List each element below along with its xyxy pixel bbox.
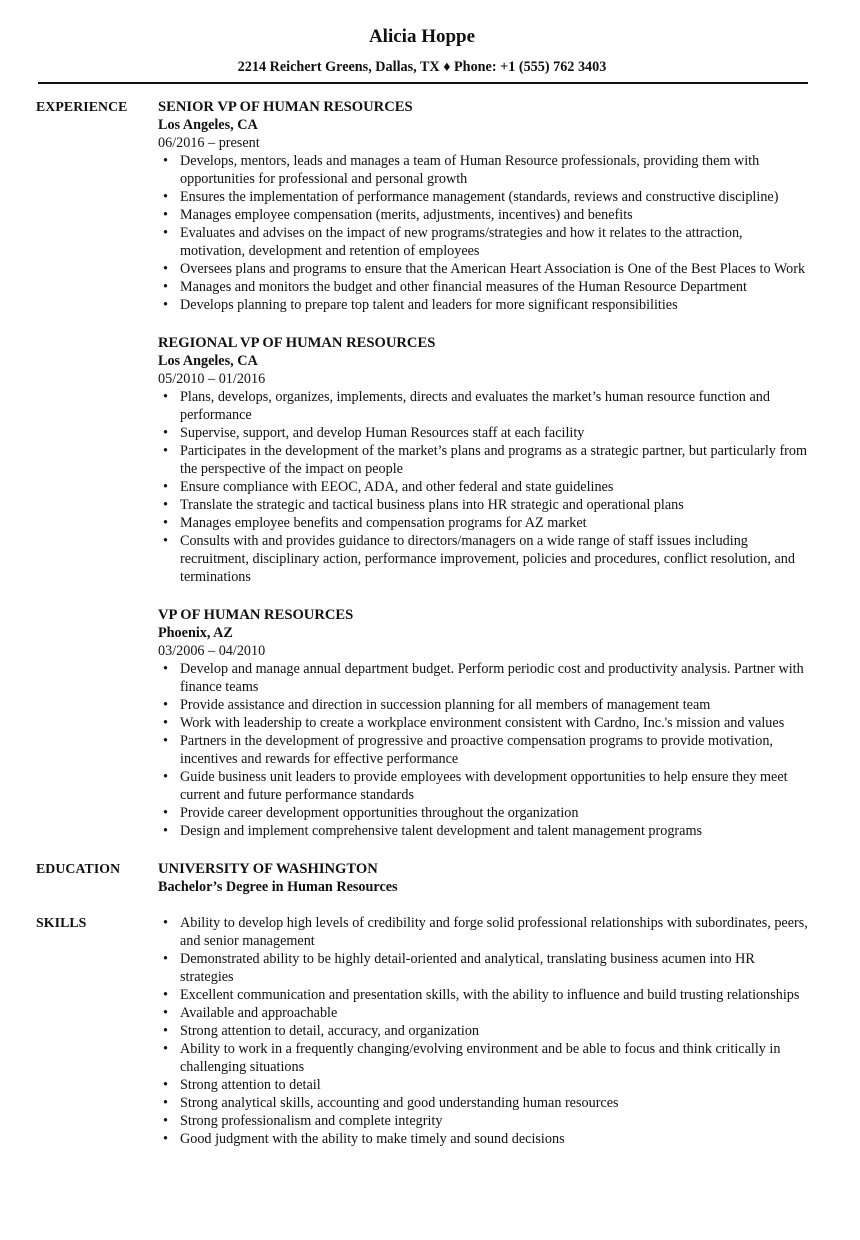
responsibility-item: • Design and implement comprehensive talent development and talent management programs <box>158 822 808 840</box>
skills-section <box>36 914 808 1148</box>
responsibility-item: • Evaluates and advises on the impact of new programs/strategies and how it relates to the attraction, motivation, development and retention of employees <box>158 224 808 260</box>
responsibility-item: • Provide assistance and direction in succession planning for all members of management team <box>158 696 808 714</box>
contact-line: 2214 Reichert Greens, Dallas, TX ♦ Phone: +1 (555) 762 3403 <box>237 59 607 75</box>
responsibility-item: • Oversees plans and programs to ensure that the American Heart Association is One of the Best Places to Work <box>158 260 808 278</box>
responsibility-item: • Develop and manage annual department budget. Perform periodic cost and productivity analysis. Partner with finance teams <box>158 660 808 696</box>
experience-section <box>36 98 808 840</box>
job-title: SENIOR VP OF HUMAN RESOURCES <box>158 99 413 115</box>
responsibility-item: • Consults with and provides guidance to directors/managers on a wide range of staff issues including recruitment, disciplinary action, performance improvement, policies and procedures, conflict resolution, and terminations <box>158 532 808 586</box>
school-name: UNIVERSITY OF WASHINGTON <box>158 861 378 877</box>
job-responsibilities <box>158 152 808 314</box>
job-title: VP OF HUMAN RESOURCES <box>158 607 354 623</box>
candidate-name: Alicia Hoppe <box>368 26 476 47</box>
skill-item: • Strong professionalism and complete integrity <box>158 1112 808 1130</box>
skill-item: • Ability to develop high levels of credibility and forge solid professional relationships with subordinates, peers, and senior management <box>158 914 808 950</box>
responsibility-item: • Manages and monitors the budget and other financial measures of the Human Resource Department <box>158 278 808 296</box>
responsibility-item: • Develops, mentors, leads and manages a team of Human Resource professionals, providing them with opportunities for professional and personal growth <box>158 152 808 188</box>
job-title: REGIONAL VP OF HUMAN RESOURCES <box>158 335 436 351</box>
job-entry <box>158 98 808 314</box>
responsibility-item: • Ensure compliance with EEOC, ADA, and other federal and state guidelines <box>158 478 808 496</box>
section-label-experience: EXPERIENCE <box>36 99 128 114</box>
responsibility-item: • Translate the strategic and tactical business plans into HR strategic and operational plans <box>158 496 808 514</box>
job-entry <box>158 334 808 586</box>
responsibility-item: • Manages employee benefits and compensation programs for AZ market <box>158 514 808 532</box>
job-location: Los Angeles, CA <box>158 353 258 369</box>
responsibility-item: • Guide business unit leaders to provide employees with development opportunities to help ensure they meet current and future performance standards <box>158 768 808 804</box>
job-dates: 03/2006 – 04/2010 <box>158 643 266 659</box>
responsibility-item: • Supervise, support, and develop Human Resources staff at each facility <box>158 424 808 442</box>
responsibility-item: • Ensures the implementation of performance management (standards, reviews and constructive discipline) <box>158 188 808 206</box>
skill-item: • Strong attention to detail, accuracy, and organization <box>158 1022 808 1040</box>
responsibility-item: • Participates in the development of the market’s plans and programs as a strategic partner, but particularly from the perspective of the impact on people <box>158 442 808 478</box>
degree: Bachelor’s Degree in Human Resources <box>158 879 398 895</box>
skill-item: • Strong attention to detail <box>158 1076 808 1094</box>
skill-item: • Demonstrated ability to be highly detail-oriented and analytical, translating business acumen into HR strategies <box>158 950 808 986</box>
job-entry <box>158 606 808 840</box>
skill-item: • Good judgment with the ability to make timely and sound decisions <box>158 1130 808 1148</box>
responsibility-item: • Manages employee compensation (merits, adjustments, incentives) and benefits <box>158 206 808 224</box>
header-divider <box>38 82 808 84</box>
job-location: Los Angeles, CA <box>158 117 258 133</box>
skills-list <box>158 914 808 1148</box>
skill-item: • Strong analytical skills, accounting and good understanding human resources <box>158 1094 808 1112</box>
responsibility-item: • Plans, develops, organizes, implements, directs and evaluates the market’s human resource function and performance <box>158 388 808 424</box>
section-label-education: EDUCATION <box>36 861 121 876</box>
responsibility-item: • Provide career development opportunities throughout the organization <box>158 804 808 822</box>
responsibility-item: • Partners in the development of progressive and proactive compensation programs to provide motivation, incentives and rewards for effective performance <box>158 732 808 768</box>
job-location: Phoenix, AZ <box>158 625 233 641</box>
responsibility-item: • Work with leadership to create a workplace environment consistent with Cardno, Inc.'s mission and values <box>158 714 808 732</box>
job-responsibilities <box>158 660 808 840</box>
job-dates: 05/2010 – 01/2016 <box>158 371 266 387</box>
job-responsibilities <box>158 388 808 586</box>
section-label-skills: SKILLS <box>36 915 87 930</box>
experience-list <box>158 98 808 840</box>
education-section <box>36 860 808 896</box>
job-dates: 06/2016 – present <box>158 135 260 151</box>
skill-item: • Available and approachable <box>158 1004 808 1022</box>
responsibility-item: • Develops planning to prepare top talent and leaders for more significant responsibilities <box>158 296 808 314</box>
skill-item: • Ability to work in a frequently changing/evolving environment and be able to focus and think critically in challenging situations <box>158 1040 808 1076</box>
skill-item: • Excellent communication and presentation skills, with the ability to influence and build trusting relationships <box>158 986 808 1004</box>
